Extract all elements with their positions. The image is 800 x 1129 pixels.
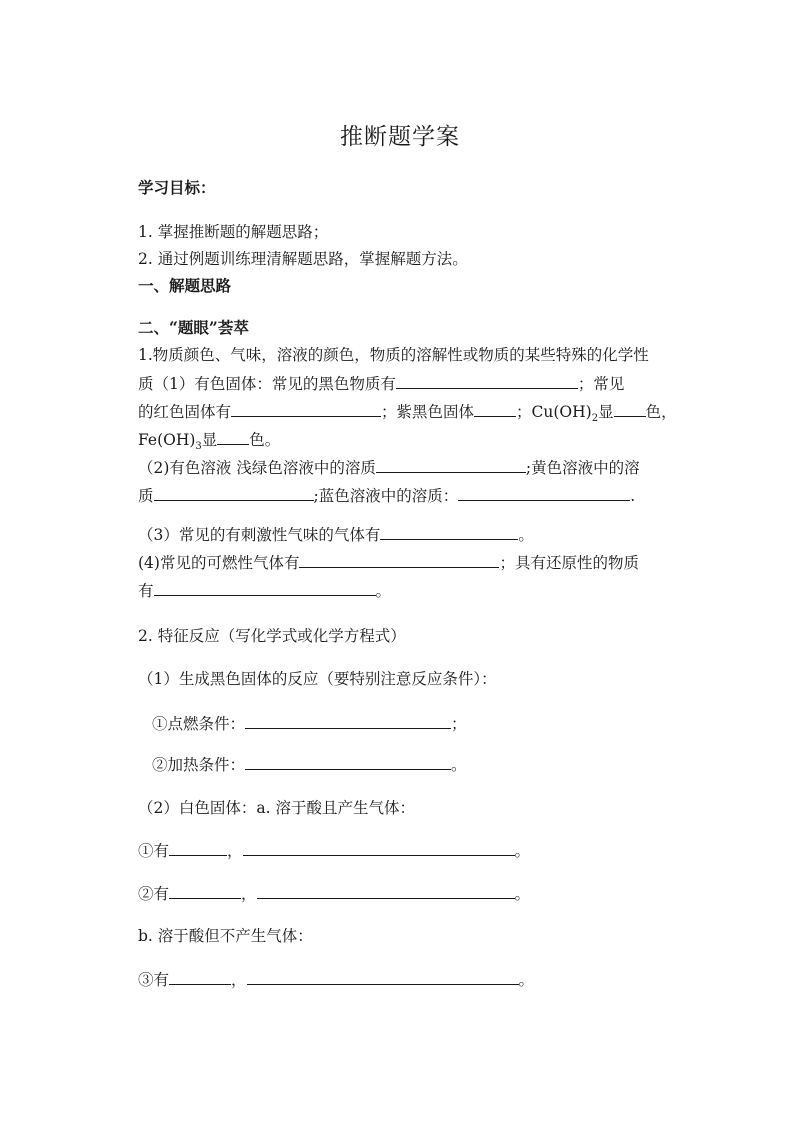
question-line: ②加热条件： 。 bbox=[152, 756, 467, 774]
answer-blank-black-solids[interactable] bbox=[396, 373, 578, 389]
paragraph-line: 的红色固体有 ；紫黑色固体 ；$Cu(OH)_2$显 色， bbox=[138, 403, 677, 425]
answer-blank-pungent-gases[interactable] bbox=[380, 524, 518, 540]
answer-blank-substance-3[interactable] bbox=[169, 969, 231, 985]
question-acid-no-gas: b. 溶于酸但不产生气体： bbox=[138, 927, 313, 945]
paragraph-line: 1.物质颜色、气味，溶液的颜色，物质的溶解性或物质的某些特殊的化学性 bbox=[138, 346, 649, 364]
answer-blank-cuoh2-color[interactable] bbox=[614, 401, 646, 417]
learning-goals-heading: 学习目标： bbox=[138, 178, 216, 197]
answer-blank-feoh3-color[interactable] bbox=[217, 429, 249, 445]
question-line: ③有 ， 。 bbox=[138, 971, 535, 989]
paragraph-line: 质 ;蓝色溶液中的溶质： . bbox=[138, 487, 636, 505]
paragraph-line: 有 。 bbox=[138, 582, 392, 600]
answer-blank-reducing-substances[interactable] bbox=[154, 580, 376, 596]
paragraph-line: $Fe(OH)_3$显 色。 bbox=[138, 431, 281, 453]
answer-blank-heating-condition[interactable] bbox=[245, 754, 451, 770]
question-line: ①有 ， 。 bbox=[138, 842, 531, 860]
question-black-solid-reactions: （1）生成黑色固体的反应（要特别注意反应条件）： bbox=[138, 670, 497, 688]
answer-blank-light-green-solute[interactable] bbox=[376, 457, 526, 473]
answer-blank-substance-2[interactable] bbox=[169, 883, 241, 899]
answer-blank-red-solids[interactable] bbox=[231, 401, 381, 417]
paragraph-line: 质（1）有色固体：常见的黑色物质有 ；常见 bbox=[138, 375, 625, 393]
paragraph-line: （2)有色溶液 浅绿色溶液中的溶质 ;黄色溶液中的溶 bbox=[138, 459, 640, 477]
question-line: ②有 ， 。 bbox=[138, 885, 531, 903]
section-heading-key-clues: 二、“题眼”荟萃 bbox=[138, 318, 249, 337]
answer-blank-substance-1[interactable] bbox=[169, 840, 227, 856]
answer-blank-equation-3[interactable] bbox=[247, 969, 519, 985]
question-white-solids: （2）白色固体：a. 溶于酸且产生气体： bbox=[138, 799, 415, 817]
answer-blank-equation-2[interactable] bbox=[257, 883, 515, 899]
paragraph-line: （3）常见的有刺激性气味的气体有 。 bbox=[138, 526, 534, 544]
goal-item-1: 1. 掌握推断题的解题思路； bbox=[138, 223, 329, 241]
answer-blank-purple-black-solid[interactable] bbox=[474, 401, 516, 417]
section-heading-solving-approach: 一、解题思路 bbox=[138, 276, 232, 295]
goal-item-2: 2. 通过例题训练理清解题思路，掌握解题方法。 bbox=[138, 250, 468, 268]
page-title: 推断题学案 bbox=[340, 124, 460, 150]
answer-blank-blue-solute[interactable] bbox=[458, 485, 630, 501]
answer-blank-yellow-solute[interactable] bbox=[154, 485, 314, 501]
answer-blank-combustible-gases[interactable] bbox=[299, 552, 499, 568]
paragraph-line: (4)常见的可燃性气体有 ；具有还原性的物质 bbox=[138, 554, 639, 572]
section-heading-characteristic-reactions: 2. 特征反应（写化学式或化学方程式） bbox=[138, 627, 406, 645]
answer-blank-equation-1[interactable] bbox=[243, 840, 515, 856]
answer-blank-ignition-condition[interactable] bbox=[245, 713, 451, 729]
question-line: ①点燃条件： ； bbox=[152, 715, 467, 733]
